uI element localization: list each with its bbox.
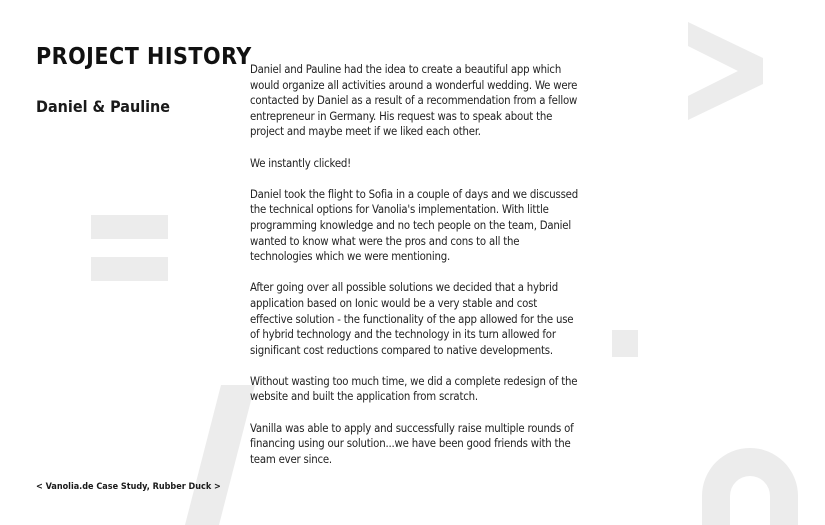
story-paragraph: Daniel took the flight to Sofia in a couple of days and we discussed the technical options for Vanolia's implementation. With little programming knowledge and no tech people on the team, Daniel wanted to know what were the pros and cons to all the technologies which we were mentioning. — [250, 187, 578, 264]
equals-decoration-bottom-bar — [91, 257, 168, 281]
greater-than-decoration — [688, 22, 763, 120]
project-story — [250, 62, 580, 483]
story-paragraph: Daniel and Pauline had the idea to create a beautiful app which would organize all activities around a wonderful wedding. We were contacted by Daniel as a result of a recommendation from a fellow entrepreneur in Germany. His request was to speak about the project and maybe meet if we liked each other. — [250, 63, 578, 139]
slash-decoration — [185, 385, 255, 525]
client-name-subtitle: Daniel & Pauline — [36, 97, 171, 116]
story-paragraph: We instantly clicked! — [250, 156, 352, 170]
equals-decoration-top-bar — [91, 215, 168, 239]
case-study-caption: < Vanolia.de Case Study, Rubber Duck > — [36, 482, 221, 492]
page-title: PROJECT HISTORY — [36, 44, 252, 70]
dot-decoration — [612, 330, 638, 357]
story-paragraph: Vanilla was able to apply and successfully raise multiple rounds of financing using our solution...we have been good friends with the team ever since. — [250, 421, 574, 466]
story-paragraph: Without wasting too much time, we did a complete redesign of the website and built the application from scratch. — [250, 374, 578, 404]
story-paragraph: After going over all possible solutions we decided that a hybrid application based on Ionic would be a very stable and cost effective solution - the functionality of the app allowed for the use of hybrid technology and the technology in its turn allowed for significant cost reductions compared to native developments. — [250, 281, 574, 357]
arch-decoration — [702, 448, 798, 525]
